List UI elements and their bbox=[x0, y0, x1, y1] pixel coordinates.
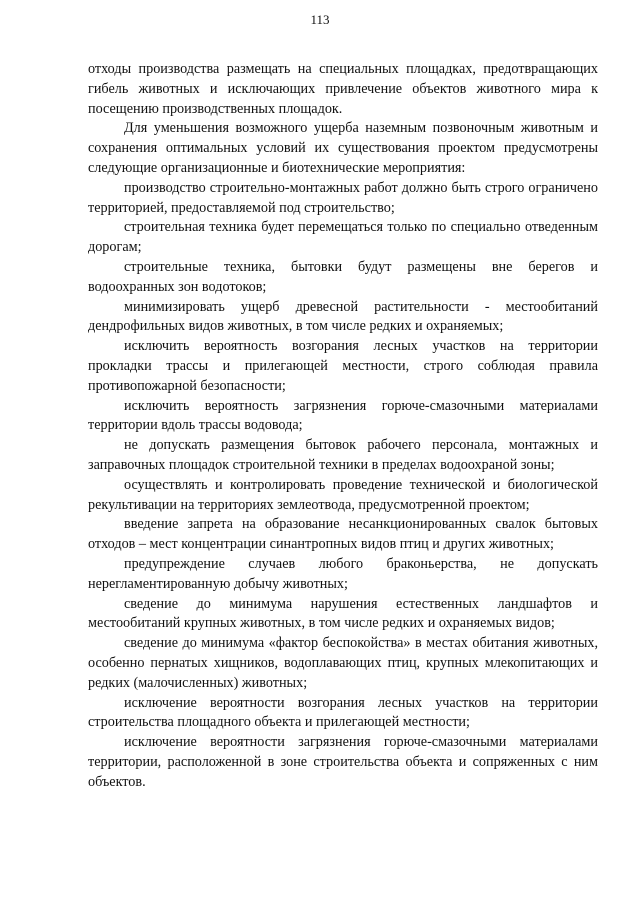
list-item: строительная техника будет перемещаться только по специально отведенным дорогам; bbox=[88, 219, 598, 256]
list-item: сведение до минимума нарушения естественных ландшафтов и местообитаний крупных животных, в том числе редких и охраняемых видов; bbox=[88, 595, 598, 632]
page-number: 113 bbox=[310, 12, 330, 27]
document-body bbox=[88, 60, 598, 792]
list-item: сведение до минимума «фактор беспокойства» в местах обитания животных, особенно пернатых хищников, водоплавающих птиц, крупных млекопитающих и редких (малочисленных) животных; bbox=[88, 635, 598, 691]
list-item: введение запрета на образование несанкционированных свалок бытовых отходов – мест концентрации синантропных видов птиц и других животных; bbox=[88, 516, 598, 553]
list-item: исключение вероятности возгорания лесных участков на территории строительства площадного объекта и прилегающей местности; bbox=[88, 694, 598, 731]
list-item: предупреждение случаев любого браконьерства, не допускать нерегламентированную добычу животных; bbox=[88, 555, 598, 592]
list-item: исключение вероятности загрязнения горюче-смазочными материалами территории, расположенной в зоне строительства объекта и сопряженных с ним объектов. bbox=[88, 734, 598, 790]
list-item: минимизировать ущерб древесной растительности - местообитаний дендрофильных видов животных, в том числе редких и охраняемых; bbox=[88, 298, 598, 335]
list-item: исключить вероятность загрязнения горюче-смазочными материалами территории вдоль трассы водовода; bbox=[88, 397, 598, 434]
paragraph: Для уменьшения возможного ущерба наземным позвоночным животным и сохранения оптимальных условий их существования проектом предусмотрены следующие организационные и биотехнические мероприятия: bbox=[88, 120, 598, 176]
paragraph: отходы производства размещать на специальных площадках, предотвращающих гибель животных и исключающих привлечение объектов животного мира к посещению производственных площадок. bbox=[88, 61, 598, 117]
list-item: осуществлять и контролировать проведение технической и биологической рекультивации на территориях землеотвода, предусмотренной проектом; bbox=[88, 476, 598, 513]
list-item: производство строительно-монтажных работ должно быть строго ограничено территорией, предоставляемой под строительство; bbox=[88, 179, 598, 216]
list-item: исключить вероятность возгорания лесных участков на территории прокладки трассы и прилегающей местности, строго соблюдая правила противопожарной безопасности; bbox=[88, 338, 598, 394]
list-item: строительные техника, бытовки будут размещены вне берегов и водоохранных зон водотоков; bbox=[88, 258, 598, 295]
list-item: не допускать размещения бытовок рабочего персонала, монтажных и заправочных площадок строительной техники в пределах водоохраной зоны; bbox=[88, 437, 598, 473]
